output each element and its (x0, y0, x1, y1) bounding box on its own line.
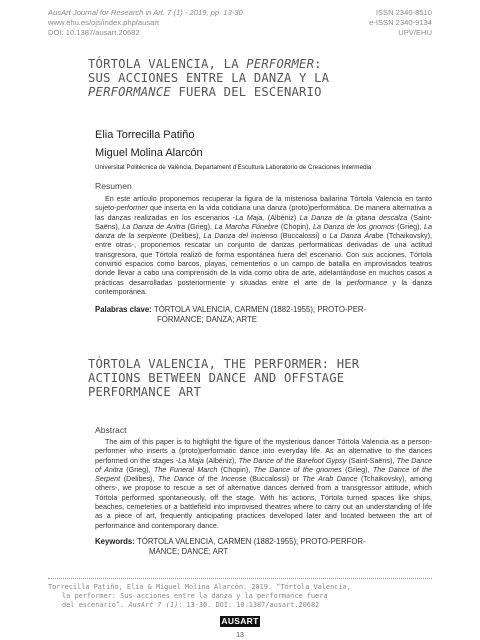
keywords-label: Keywords: (95, 537, 138, 546)
divider (48, 578, 432, 580)
spanish-title (88, 57, 440, 99)
resumen-heading: Resumen (95, 181, 132, 191)
ausart-logo: AUSART (221, 616, 259, 626)
text-run-italic: The Dance of the gnomes (253, 464, 342, 474)
text-run: (Saint-Saëns), (95, 212, 433, 231)
text-run-italic: La Danza de Anitra (122, 221, 186, 231)
journal-citation: AusArt Journal for Research in Art. 7 (1) - 2019, pp. 13-30 (48, 8, 243, 17)
text-run: que inserta en la vida cotidiana una danza (proto)performática. De manera alternativa a las danzas realizadas en los escenarios - (95, 203, 432, 222)
citation-line: Torrecilla Patiño, Elia & Miguel Molina Alarcón. 2019. “Tórtola Valencia, (48, 583, 351, 591)
text-run: En este artículo proponemos recuperar la figura de la misteriosa bailarina Tórtola Valencia en tanto sujeto- (95, 194, 432, 213)
text-run-italic: La Danza de los gnomos (312, 221, 395, 231)
text-run: (Grieg), (341, 464, 373, 474)
text-run: (Tchaikovsky), among others-, we propose to rescue a set of alternative dances derived from a transgressor attitude, which Tórtola performed spontaneously, off the stage. With his actions, Tórtola turned spaces like ships, beaches, cemeteries or a battlefield into improvised theatres where to carry out an understanding of life as a piece of art, frequently anticipating practices developed later and located between the art of performance and contemporary dance. (95, 474, 433, 530)
text-run: (Buccalossi) or (246, 474, 303, 484)
citation-text: del escenario”. (62, 601, 129, 609)
keywords-text: MANCE; DANCE; ART (149, 547, 229, 556)
author-block (95, 126, 371, 171)
text-run: (Grieg), (122, 464, 154, 474)
title-en-line: ACTIONS BETWEEN DANCE AND OFFSTAGE (88, 371, 345, 385)
text-run-italic: La Marcha Fúnebre (214, 221, 279, 231)
title-es-text: FUERA DEL ESCENARIO (170, 85, 322, 99)
keywords-text: TÓRTOLA VALENCIA, CARMEN (1882-1955); PROTO-PER- (153, 305, 367, 314)
text-run-italic: La danza de la serpiente (95, 221, 432, 241)
keywords-label: Palabras clave: (95, 305, 154, 314)
text-run-italic: La Danza de la gitana descalza (299, 212, 408, 222)
text-run: (Grieg), (185, 221, 215, 231)
title-es-text: : (314, 57, 322, 71)
text-run: (Chopin), (217, 464, 254, 474)
keywords-text: FORMANCE; DANZA; ARTE (157, 315, 257, 324)
text-run: (Tchaikovsky), entre otras-, proponemos rescatar un conjunto de danzas performáticas derivadas de una actitud transgresora, que Tórtola realizó de forma espontánea fuera del escenario. Con sus acciones, Tórtola convirtió espacios como barcos, playas, cementerios o un campo de batalla en improvisados teatros donde llevar a cabo una comprensión de la vida como obra de arte, adelantándose en muchos casos a prácticas desarrolladas posteriormente y situadas entre el arte de la (95, 231, 432, 287)
text-run-italic: performer (116, 203, 148, 213)
title-es-line: SUS ACCIONES ENTRE LA DANZA Y LA (88, 71, 330, 85)
author-name: Elia Torrecilla Patiño (95, 129, 195, 141)
title-en-line: PERFORMANCE ART (88, 385, 202, 399)
text-run: (Chopin), (278, 221, 313, 231)
text-run: (Albéniz) (264, 212, 300, 222)
abstract-heading: Abstract (95, 425, 127, 435)
text-run: (Delibes), (166, 231, 204, 241)
page-number: 13 (236, 632, 244, 639)
journal-url[interactable]: www.ehu.es/ojs/index.php/ausart (48, 18, 160, 27)
palabras-clave (95, 305, 432, 325)
text-run-italic: performance (346, 277, 388, 287)
text-run-italic: La Maja (178, 455, 204, 465)
text-run: The aim of this paper is to highlight the figure of the mysterious dancer Tórtola Valencia as a person-performer who inserts a (proto)performatic dance into everyday life. As an alternative to the dances performed on the stages - (95, 437, 432, 465)
publisher: UPV/EHU (398, 28, 432, 37)
citation-journal: AusArt 7 (1) (128, 601, 179, 609)
text-run-italic: La Danza Árabe (329, 231, 384, 241)
english-title (88, 357, 440, 399)
title-es-italic: PERFORMER (246, 57, 315, 71)
text-run-italic: The Funeral March (153, 464, 218, 474)
text-run-italic: The Dance of the Incense (157, 474, 247, 484)
text-run: (Saint-Saëns), (346, 455, 397, 465)
text-run: (Delibes), (120, 474, 158, 484)
title-es-text: TÓRTOLA VALENCIA, LA (88, 57, 247, 71)
citation-line: la performer: Sus acciones entre la danza y la performance fuera (62, 592, 328, 600)
text-run-italic: The Dance of the Serpent (95, 464, 433, 484)
eissn: e-ISSN 2340-9134 (369, 18, 432, 27)
text-run-italic: La Danza del incienso (203, 231, 278, 241)
resumen-body (95, 194, 432, 296)
affiliation: Universitat Politècnica de València, Departament d’Escultura Laboratorio de Creaciones Intermedia (95, 164, 372, 171)
text-run: y la danza contemporánea. (95, 277, 432, 296)
title-es-italic: PERFORMANCE (88, 85, 171, 99)
text-run: (Albéniz), (203, 455, 239, 465)
text-run-italic: La Maja, (235, 212, 265, 222)
journal-info-right (369, 8, 432, 38)
text-run-italic: The Dance of the Barefoot Gypsy (238, 455, 347, 465)
text-run-italic: The Arab Dance (302, 474, 358, 484)
text-run-italic: The Dance of Anitra (95, 455, 432, 474)
citation-block (48, 583, 432, 610)
keywords (95, 537, 432, 557)
title-en-line: TÓRTOLA VALENCIA, THE PERFORMER: HER (88, 357, 360, 371)
journal-info-left (48, 8, 243, 38)
journal-doi: DOI: 10.1387/ausart.20682 (48, 28, 140, 37)
text-run: (Buccalossi) o (277, 231, 330, 241)
keywords-text: TÓRTOLA VALENCIA, CARMEN (1882-1955); PROTO-PERFOR- (137, 537, 366, 546)
author-name: Miguel Molina Alarcón (95, 147, 203, 159)
text-run: (Grieg), (394, 221, 424, 231)
citation-doi: : 13-30. DOI: 10.1387/ausart.20682 (178, 601, 320, 609)
abstract-body (95, 437, 432, 530)
issn: ISSN 2340-8510 (375, 8, 432, 17)
